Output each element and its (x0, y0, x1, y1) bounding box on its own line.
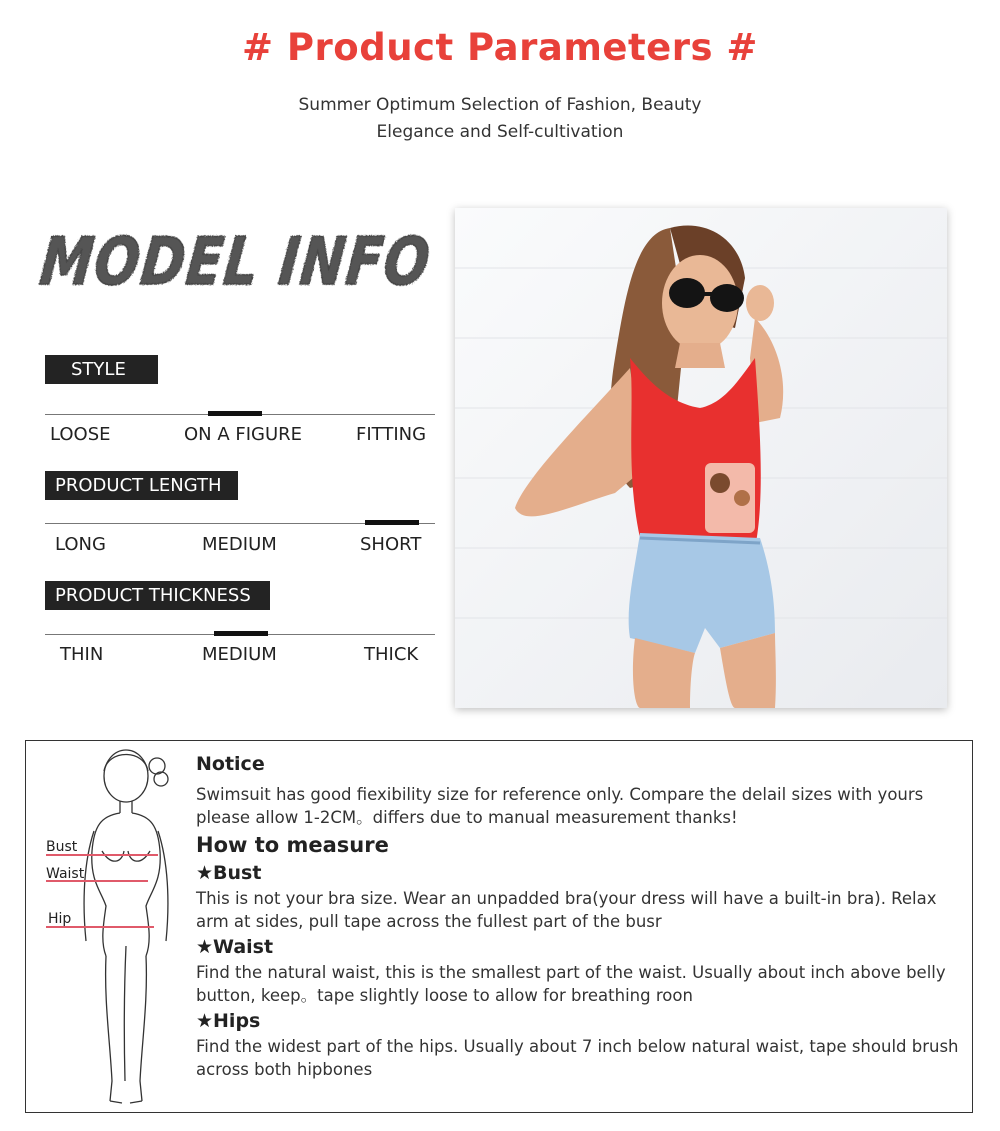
measurement-guide (25, 740, 973, 1113)
denim-shorts (629, 533, 775, 653)
waist-heading: ★Waist (196, 936, 274, 958)
subtitle-line-1: Summer Optimum Selection of Fashion, Beauty (298, 95, 702, 115)
style-tag: STYLE (45, 355, 158, 384)
bust-label: Bust (46, 839, 78, 855)
page-subtitle (0, 92, 1000, 146)
style-selected-marker (208, 411, 262, 416)
length-tag: PRODUCT LENGTH (45, 471, 238, 500)
hip-label: Hip (48, 911, 72, 927)
model-info-heading (36, 212, 533, 302)
waist-label: Waist (46, 866, 85, 882)
hips-text: Find the widest part of the hips. Usually about 7 inch below natural waist, tape should brush across both hipbones (196, 1037, 959, 1079)
notice-text: Swimsuit has good fiexibility size for reference only. Compare the delail sizes with yours please allow 1-2CM。differs due to manual measurement thanks! (196, 785, 924, 827)
hips-heading: ★Hips (196, 1010, 261, 1032)
thickness-selected-marker (214, 631, 268, 636)
page-title: # Product Parameters # (242, 26, 758, 69)
thickness-option-medium: MEDIUM (202, 644, 277, 665)
bust-text: This is not your bra size. Wear an unpadded bra(your dress will have a built-in bra). Relax arm at sides, pull tape across the fullest part of the busr (196, 889, 937, 931)
how-to-measure-heading: How to measure (196, 833, 389, 857)
thickness-tag: PRODUCT THICKNESS (45, 581, 270, 610)
length-selected-marker (365, 520, 419, 525)
bust-heading: ★Bust (196, 862, 262, 884)
style-option-fitting: FITTING (356, 424, 427, 445)
model-illustration (455, 208, 947, 708)
style-option-loose: LOOSE (50, 424, 111, 445)
thickness-option-thick: THICK (364, 644, 419, 665)
body-figure-illustration (26, 741, 196, 1112)
length-option-long: LONG (55, 534, 106, 555)
measurement-text (196, 751, 966, 1081)
notice-heading: Notice (196, 753, 265, 775)
length-option-short: SHORT (360, 534, 422, 555)
waist-text: Find the natural waist, this is the smallest part of the waist. Usually about inch above belly button, keep。tape slightly loose to allow for breathing roon (196, 963, 946, 1005)
product-photo (455, 208, 947, 708)
style-option-on-a-figure: ON A FIGURE (184, 424, 303, 445)
length-option-medium: MEDIUM (202, 534, 277, 555)
thickness-option-thin: THIN (60, 644, 104, 665)
subtitle-line-2: Elegance and Self-cultivation (376, 122, 624, 142)
model-info-text: MODEL INFO (36, 223, 533, 300)
